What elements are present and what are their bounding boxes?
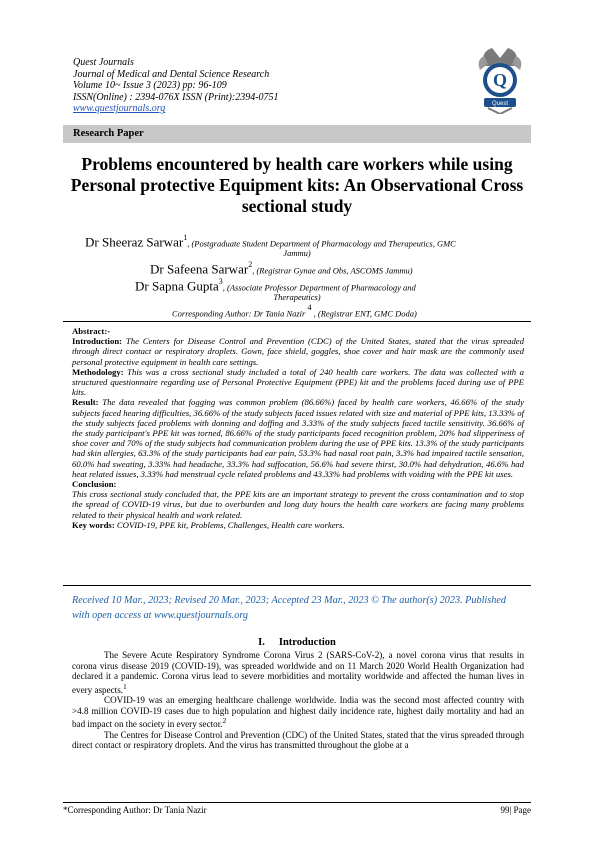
intro-label: Introduction: [72,336,123,347]
divider-bottom [63,585,531,586]
section-bar-label: Research Paper [73,128,144,139]
author-sup: 3 [218,277,223,286]
paragraph: The Severe Acute Respiratory Syndrome Corona Virus 2 (SARS-CoV-2), a novel corona virus that results in corona virus disease 2019 (COVID-19), was spreaded worldwide and on 11 March 2020 World Health Organization had declared it a pandemic. Corona virus lead to severe morbidities and mortality worldwide and affected the human lives in every aspects.$^1$ [72,650,524,695]
author-name: Dr Safeena Sarwar [150,261,249,277]
svg-text:Q: Q [492,70,508,90]
paragraph: COVID-19 was an emerging healthcare challenge worldwide. India was the second most affected country with >4.8 million COVID-19 cases due to high population and highest daily incidence rate, highest daily mortality and had an bad impact on the society in every sector.$^2$ [72,695,524,730]
author-sup: 1 [183,233,188,242]
author-3-affiliation-cont: Therapeutics) [273,292,321,302]
method-text: This was a cross sectional study included a total of 240 health care workers. The data was collected with a structured questionnaire regarding use of Personal Protective Equipment (PPE) kit and the problems faced during use of PPE kits. [72,366,524,398]
corresponding-affiliation: , (Registrar ENT, GMC Doda) [311,308,417,319]
keywords-label: Key words: [72,519,115,530]
abstract-heading: Abstract:- [72,326,111,336]
corresponding-sup: 4 [307,303,312,312]
author-2: Dr Safeena Sarwar$^2$, (Registrar Gynae and Obs, ASCOMS Jammu) [150,260,413,277]
method-label: Methodology: [72,366,124,377]
conclusion-label: Conclusion: [72,479,117,490]
paper-title: Problems encountered by health care workers while using Personal protective Equipment kits: An Observational Cross sectional study [70,154,524,216]
keywords-text: COVID-19, PPE kit, Problems, Challenges, Health care workers. [114,519,345,530]
result-text: The data revealed that fogging was common problem (86.66%) faced by health care workers, 46.66% of the study subjects faced hearing difficulties, 36.66% of the study subjects faced issues related with size and material of PPE kits, 13.33% of the study subjects faced problems with donning and doffing and 3.33% of the study subjects faced tactile sensitivity. 36.66% of the study participant's PPE kit was torned, 86.66% of the study participants faced recognition problem, 20% had slipperiness of shoe cover and 70% of the study subjects had communication problem during the use of PPE kits. 13.3% of the study participants had skin allergies, 63.3% of the study participants had ear pain, 53.3% had nasal root pain, 3.3% had impaired tactile sensation, 60.0% had sweating, 3.33% had headache, 33.3% had suffocation, 56.6% had severe thirst, 30.0% had dehydration, 46.6% had heat related issues, 3.33% had menstrual cycle related problems and 43.33% had problems with voiding with the PPE kit uses. [72,397,524,479]
section-bar [63,125,531,143]
author-affiliation: (Registrar Gynae and Obs, ASCOMS Jammu) [256,265,413,276]
corresponding-label: Corresponding Author: Dr Tania Nazir [172,308,308,319]
author-affiliation: (Postgraduate Student Department of Pharmacology and Therapeutics, GMC [191,238,456,249]
journal-url-link[interactable]: www.questjournals.org [73,103,166,115]
journal-volume: Volume 10~ Issue 3 (2023) pp: 96-109 [73,80,227,92]
section-title: Introduction [278,637,336,648]
conclusion-text: This cross sectional study concluded that, the PPE kits are an important strategy to prevent the cross contamination and to stop the spread of COVID-19 virus, but due to overburden and long duty hours the health care workers are facing many problems related to their physical health and work related. [72,489,524,520]
received-dates: Received 10 Mar., 2023; Revised 20 Mar., 2023; Accepted 23 Mar., 2023 © The author(s) 2023. Published with open access at www.questjournals.org [72,595,506,621]
corresponding-author [172,303,417,321]
footer-corresponding: *Corresponding Author: Dr Tania Nazir [63,805,207,815]
journal-name: Journal of Medical and Dental Science Research [73,68,270,80]
section-number: I. [258,637,265,648]
journal-issn: ISSN(Online) : 2394-076X ISSN (Print):2394-0751 [73,91,279,103]
author-name: Dr Sheeraz Sarwar [85,234,184,250]
journal-publisher: Quest Journals [73,57,134,68]
abstract [72,326,524,530]
author-1-affiliation-cont: Jammu) [283,248,311,258]
author-3: Dr Sapna Gupta$^3$, (Associate Professor Department of Pharmacology and [135,277,416,294]
author-1: Dr Sheeraz Sarwar$^1$, (Postgraduate Student Department of Pharmacology and Therapeutics, GMC [85,233,456,250]
author-affiliation: (Associate Professor Department of Pharmacology and [227,282,416,293]
section-heading [63,637,531,648]
footer-divider [63,802,531,803]
page-number: 99| Page [500,805,531,815]
paragraph: The Centres for Disease Control and Prevention (CDC) of the United States, stated that the virus spreaded through direct contact or respiratory droplets. And the virus has transmitted throughout the globe at a [72,729,524,751]
logo-text: Quest [491,101,509,107]
quest-logo [474,44,526,114]
author-sup: 2 [248,260,253,269]
author-name: Dr Sapna Gupta [135,278,219,294]
divider-top [63,321,531,322]
result-label: Result: [72,397,99,408]
journal-header [73,57,373,115]
introduction-body [72,650,524,751]
intro-text: The Centers for Disease Control and Prevention (CDC) of the United States, stated that the virus spreaded through direct contact or respiratory droplets. Gown, face shield, goggles, shoe cover and hair mask are the commonly used personal protective equipment in health care settings. [72,336,524,367]
